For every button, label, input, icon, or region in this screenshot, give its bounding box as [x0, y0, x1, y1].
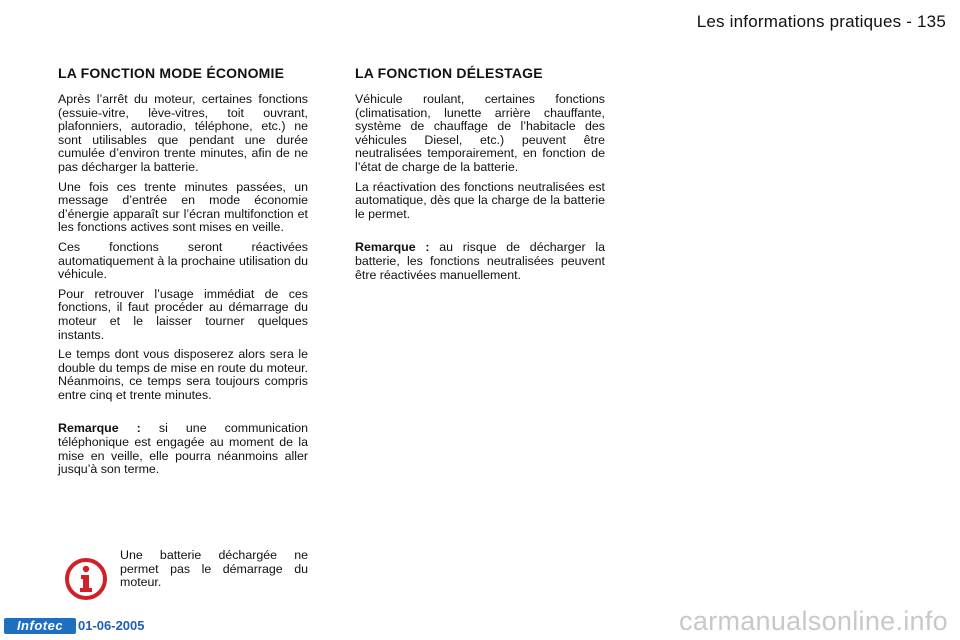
economy-section — [58, 66, 308, 483]
economy-remark-text: si une communication téléphonique est engagée au moment de la mise en veille, elle pourra néanmoins aller jusqu’à son terme. — [58, 421, 308, 477]
load-shedding-section — [355, 66, 605, 288]
footer-date: 01-06-2005 — [78, 618, 145, 633]
load-shedding-title: LA FONCTION DÉLESTAGE — [355, 65, 543, 81]
load-shedding-remark-label: Remarque : — [355, 240, 430, 255]
economy-title: LA FONCTION MODE ÉCONOMIE — [58, 65, 285, 81]
info-note-text: Une batterie déchargée ne permet pas le démarrage du moteur. — [120, 548, 308, 590]
economy-paragraph-1: Après l’arrêt du moteur, certaines fonctions (essuie-vitre, lève-vitres, toit ouvrant, plafonniers, autoradio, téléphone, etc.) ne sont utilisables que pendant une durée cumulée d’environ trente minutes, afin de ne pas décharger la batterie. — [58, 92, 308, 174]
economy-remark — [58, 422, 308, 476]
load-shedding-remark-text: au risque de décharger la batterie, les fonctions neutralisées peuvent être réactivées manuellement. — [355, 240, 605, 282]
economy-remark-label: Remarque : — [58, 421, 141, 436]
info-icon — [64, 557, 108, 601]
info-note — [58, 549, 308, 609]
load-shedding-paragraph-2: La réactivation des fonctions neutralisées est automatique, dès que la charge de la batterie le permet. — [355, 179, 605, 221]
economy-paragraph-4: Pour retrouver l’usage immédiat de ces fonctions, il faut procéder au démarrage du moteur et le laisser tourner quelques instants. — [58, 286, 308, 342]
page-header — [697, 12, 946, 32]
page-number: 135 — [917, 12, 946, 31]
economy-paragraph-2: Une fois ces trente minutes passées, un message d’entrée en mode économie d’énergie apparaît sur l’écran multifonction et les fonctions actives sont mises en veille. — [58, 179, 308, 235]
load-shedding-paragraph-1: Véhicule roulant, certaines fonctions (climatisation, lunette arrière chauffante, système de chauffage de l’habitacle des véhicules Diesel, etc.) peuvent être neutralisées temporairement, en fonction de l’état de charge de la batterie. — [355, 92, 605, 174]
economy-paragraph-3: Ces fonctions seront réactivées automatiquement à la prochaine utilisation du véhicule. — [58, 239, 308, 282]
load-shedding-remark — [355, 241, 605, 282]
infotec-logo: Infotec — [4, 618, 76, 634]
economy-paragraph-5: Le temps dont vous disposerez alors sera le double du temps de mise en route du moteur. Néanmoins, ce temps sera toujours compris entre cinq et trente minutes. — [58, 347, 308, 402]
watermark: carmanualsonline.info — [679, 606, 948, 636]
section-title: Les informations pratiques - — [696, 12, 918, 31]
